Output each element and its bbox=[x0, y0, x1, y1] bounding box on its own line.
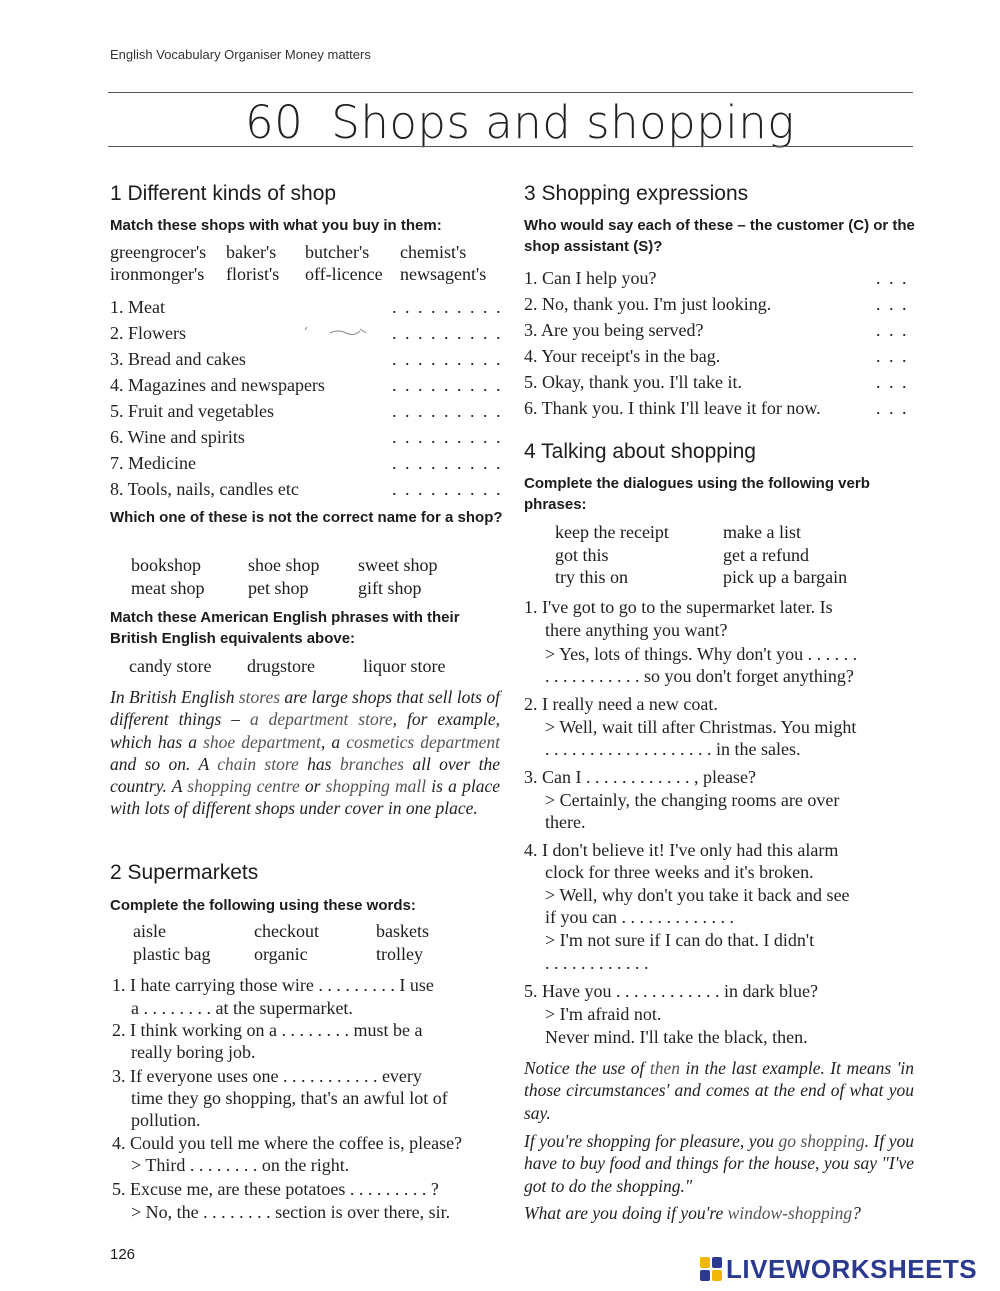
answer-blank[interactable]: . . . bbox=[876, 268, 909, 288]
answer-blank[interactable]: . . . . . . . . . bbox=[392, 401, 503, 421]
emphasized-term: chain store bbox=[217, 753, 299, 774]
list-item: 6. Wine and spirits bbox=[110, 427, 245, 447]
dialogue-line: 1. I've got to go to the supermarket later. Is bbox=[524, 597, 833, 617]
dialogue-line: . . . . . . . . . . . so you don't forget anything? bbox=[545, 666, 854, 686]
verb-phrase: pick up a bargain bbox=[723, 567, 848, 587]
section3-instruction: Who would say each of these – the customer (C) or the shop assistant (S)? bbox=[524, 217, 915, 255]
note-text: , a bbox=[320, 731, 347, 752]
window-shopping-question bbox=[524, 1202, 919, 1224]
note-text: If you're shopping for pleasure, you bbox=[524, 1131, 779, 1151]
exercise-line: 3. If everyone uses one . . . . . . . . . . . every bbox=[112, 1066, 422, 1086]
title-rule bbox=[108, 146, 913, 147]
section1-heading: 1 Different kinds of shop bbox=[110, 182, 337, 205]
word: trolley bbox=[376, 944, 423, 964]
word: baskets bbox=[376, 921, 429, 941]
dialogue-line: > Well, why don't you take it back and see bbox=[545, 885, 850, 905]
dialogue-line: 3. Can I . . . . . . . . . . . . , please? bbox=[524, 767, 756, 787]
list-item: 3. Are you being served? bbox=[524, 320, 704, 340]
note-text: are large shops that sell lots of different things – bbox=[110, 687, 500, 730]
emphasized-term: then bbox=[649, 1058, 681, 1078]
emphasized-term: branches bbox=[339, 753, 404, 774]
verb-phrase: keep the receipt bbox=[555, 522, 669, 542]
note-text: or bbox=[299, 776, 326, 797]
go-shopping-note bbox=[524, 1130, 914, 1197]
section1-instruction2: Which one of these is not the correct name for a shop? bbox=[110, 509, 503, 526]
answer-blank[interactable]: . . . . . . . . . bbox=[392, 453, 503, 473]
exercise-line: 2. I think working on a . . . . . . . . must be a bbox=[112, 1020, 423, 1040]
dialogue-line: . . . . . . . . . . . . bbox=[545, 953, 649, 973]
note-text: What are you doing if you're bbox=[524, 1203, 728, 1223]
option-word: sweet shop bbox=[358, 555, 438, 575]
verb-phrase: get a refund bbox=[723, 545, 809, 565]
answer-blank[interactable]: . . . . . . . . . bbox=[392, 297, 503, 317]
dialogue-line: Never mind. I'll take the black, then. bbox=[545, 1027, 808, 1047]
option-word: bookshop bbox=[131, 555, 202, 575]
american-word: liquor store bbox=[363, 656, 446, 676]
answer-blank[interactable]: . . . bbox=[876, 320, 909, 340]
note-text: and so on. A bbox=[110, 753, 218, 774]
american-word: candy store bbox=[129, 656, 212, 676]
exercise-line: time they go shopping, that's an awful lot of bbox=[131, 1088, 448, 1108]
answer-blank[interactable]: . . . . . . . . . bbox=[392, 479, 503, 499]
list-item: 5. Fruit and vegetables bbox=[110, 401, 274, 421]
list-item: 8. Tools, nails, candles etc bbox=[110, 479, 299, 499]
shop-word: off-licence bbox=[305, 264, 383, 284]
option-word: shoe shop bbox=[248, 555, 320, 575]
list-item: 4. Magazines and newspapers bbox=[110, 375, 325, 395]
brand-name: LIVEWORKSHEETS bbox=[726, 1253, 978, 1284]
emphasized-term: shopping centre bbox=[187, 776, 300, 797]
emphasized-term: a department store bbox=[249, 709, 393, 730]
verb-phrase: got this bbox=[555, 545, 609, 565]
shop-word: ironmonger's bbox=[110, 264, 205, 284]
dialogue-line: there. bbox=[545, 812, 586, 832]
shop-word: chemist's bbox=[400, 242, 467, 262]
exercise-line: 4. Could you tell me where the coffee is, please? bbox=[112, 1133, 463, 1153]
section4-instruction: Complete the dialogues using the following verb phrases: bbox=[524, 475, 870, 513]
note-text: is a place with lots of different shops under cover in one place. bbox=[110, 776, 500, 819]
page-number: 126 bbox=[110, 1246, 136, 1263]
dialogue-line: > Yes, lots of things. Why don't you . . . . . . bbox=[545, 644, 858, 664]
section1-instruction3: Match these American English phrases with their British English equivalents above: bbox=[110, 609, 460, 647]
emphasized-term: stores bbox=[238, 687, 281, 707]
word: plastic bag bbox=[133, 944, 211, 964]
liveworksheets-logo[interactable] bbox=[700, 1255, 990, 1283]
list-item: 5. Okay, thank you. I'll take it. bbox=[524, 372, 743, 392]
option-word: pet shop bbox=[248, 578, 309, 598]
word: checkout bbox=[254, 921, 319, 941]
dialogue-line: > I'm not sure if I can do that. I didn't bbox=[545, 930, 815, 950]
list-item: 1. Can I help you? bbox=[524, 268, 657, 288]
american-word: drugstore bbox=[247, 656, 315, 676]
then-usage-note bbox=[524, 1057, 914, 1124]
shop-word: baker's bbox=[226, 242, 277, 262]
dialogue-line: > Certainly, the changing rooms are over bbox=[545, 790, 840, 810]
exercise-line: really boring job. bbox=[131, 1042, 256, 1062]
shop-word: newsagent's bbox=[400, 264, 487, 284]
shop-word: greengrocer's bbox=[110, 242, 207, 262]
dialogue-line: 4. I don't believe it! I've only had this alarm bbox=[524, 840, 839, 860]
dialogue-line: there anything you want? bbox=[545, 620, 728, 640]
list-item: 7. Medicine bbox=[110, 453, 196, 473]
answer-blank[interactable]: . . . . . . . . . bbox=[392, 323, 503, 343]
dialogue-line: . . . . . . . . . . . . . . . . . . . in the sales. bbox=[545, 739, 801, 759]
exercise-line: 1. I hate carrying those wire . . . . . . . . . I use bbox=[112, 975, 434, 995]
list-item: 3. Bread and cakes bbox=[110, 349, 246, 369]
list-item: 2. Flowers bbox=[110, 323, 186, 343]
option-word: meat shop bbox=[131, 578, 205, 598]
answer-blank[interactable]: . . . . . . . . . bbox=[392, 375, 503, 395]
verb-phrase: make a list bbox=[723, 522, 801, 542]
shop-word: butcher's bbox=[305, 242, 370, 262]
exercise-line: > No, the . . . . . . . . section is over there, sir. bbox=[131, 1202, 451, 1222]
section3-heading: 3 Shopping expressions bbox=[524, 182, 749, 205]
dialogue-line: 2. I really need a new coat. bbox=[524, 694, 718, 714]
scan-smudge bbox=[300, 321, 395, 339]
emphasized-term: window-shopping bbox=[727, 1203, 853, 1223]
emphasized-term: go shopping bbox=[778, 1131, 865, 1151]
answer-blank[interactable]: . . . bbox=[876, 346, 909, 366]
dialogue-line: clock for three weeks and it's broken. bbox=[545, 862, 814, 882]
list-item: 1. Meat bbox=[110, 297, 165, 317]
list-item: 2. No, thank you. I'm just looking. bbox=[524, 294, 772, 314]
emphasized-term: shoe department bbox=[203, 731, 321, 752]
word: organic bbox=[254, 944, 308, 964]
option-word: gift shop bbox=[358, 578, 422, 598]
note-text: Notice the use of bbox=[524, 1058, 650, 1078]
page-title bbox=[245, 96, 795, 149]
dialogue-line: 5. Have you . . . . . . . . . . . . in dark blue? bbox=[524, 981, 818, 1001]
exercise-line: a . . . . . . . . at the supermarket. bbox=[131, 998, 353, 1018]
emphasized-term: shopping mall bbox=[325, 776, 427, 797]
dialogue-line: if you can . . . . . . . . . . . . . bbox=[545, 907, 734, 927]
dialogue-line: > Well, wait till after Christmas. You might bbox=[545, 717, 857, 737]
exercise-line: pollution. bbox=[131, 1110, 201, 1130]
shop-word: florist's bbox=[226, 264, 280, 284]
answer-blank[interactable]: . . . bbox=[876, 372, 909, 392]
answer-blank[interactable]: . . . bbox=[876, 294, 909, 314]
exercise-line: 5. Excuse me, are these potatoes . . . . . . . . . ? bbox=[112, 1179, 439, 1199]
section2-instruction: Complete the following using these words: bbox=[110, 897, 416, 914]
emphasized-term: cosmetics department bbox=[346, 731, 500, 752]
list-item: 6. Thank you. I think I'll leave it for now. bbox=[524, 398, 821, 418]
liveworksheets-logo-icon bbox=[700, 1257, 722, 1281]
answer-blank[interactable]: . . . bbox=[876, 398, 909, 418]
note-text: has bbox=[298, 753, 340, 774]
answer-blank[interactable]: . . . . . . . . . bbox=[392, 427, 503, 447]
note-text: all over the country. A bbox=[110, 753, 500, 797]
note-text: ? bbox=[852, 1203, 861, 1223]
top-rule bbox=[108, 92, 913, 93]
dialogue-line: > I'm afraid not. bbox=[545, 1004, 662, 1024]
note-text: In British English bbox=[110, 687, 239, 707]
exercise-line: > Third . . . . . . . . on the right. bbox=[131, 1155, 350, 1175]
section1-instruction: Match these shops with what you buy in them: bbox=[110, 217, 442, 234]
note-text: in the last example. It means 'in those circumstances' and comes at the end of what you say. bbox=[524, 1058, 914, 1123]
note-text: . If you have to buy food and things for the house, you say "I've got to do the shopping." bbox=[524, 1131, 914, 1196]
british-english-note bbox=[110, 686, 500, 820]
section4-heading: 4 Talking about shopping bbox=[524, 440, 756, 463]
note-text: , for example, which has a bbox=[110, 709, 500, 752]
list-item: 4. Your receipt's in the bag. bbox=[524, 346, 721, 366]
running-head: English Vocabulary Organiser Money matters bbox=[110, 47, 371, 62]
unit-title: Shops and shopping bbox=[331, 96, 795, 149]
word: aisle bbox=[133, 921, 166, 941]
section2-heading: 2 Supermarkets bbox=[110, 861, 259, 884]
verb-phrase: try this on bbox=[555, 567, 629, 587]
answer-blank[interactable]: . . . . . . . . . bbox=[392, 349, 503, 369]
unit-number: 60 bbox=[245, 96, 304, 149]
